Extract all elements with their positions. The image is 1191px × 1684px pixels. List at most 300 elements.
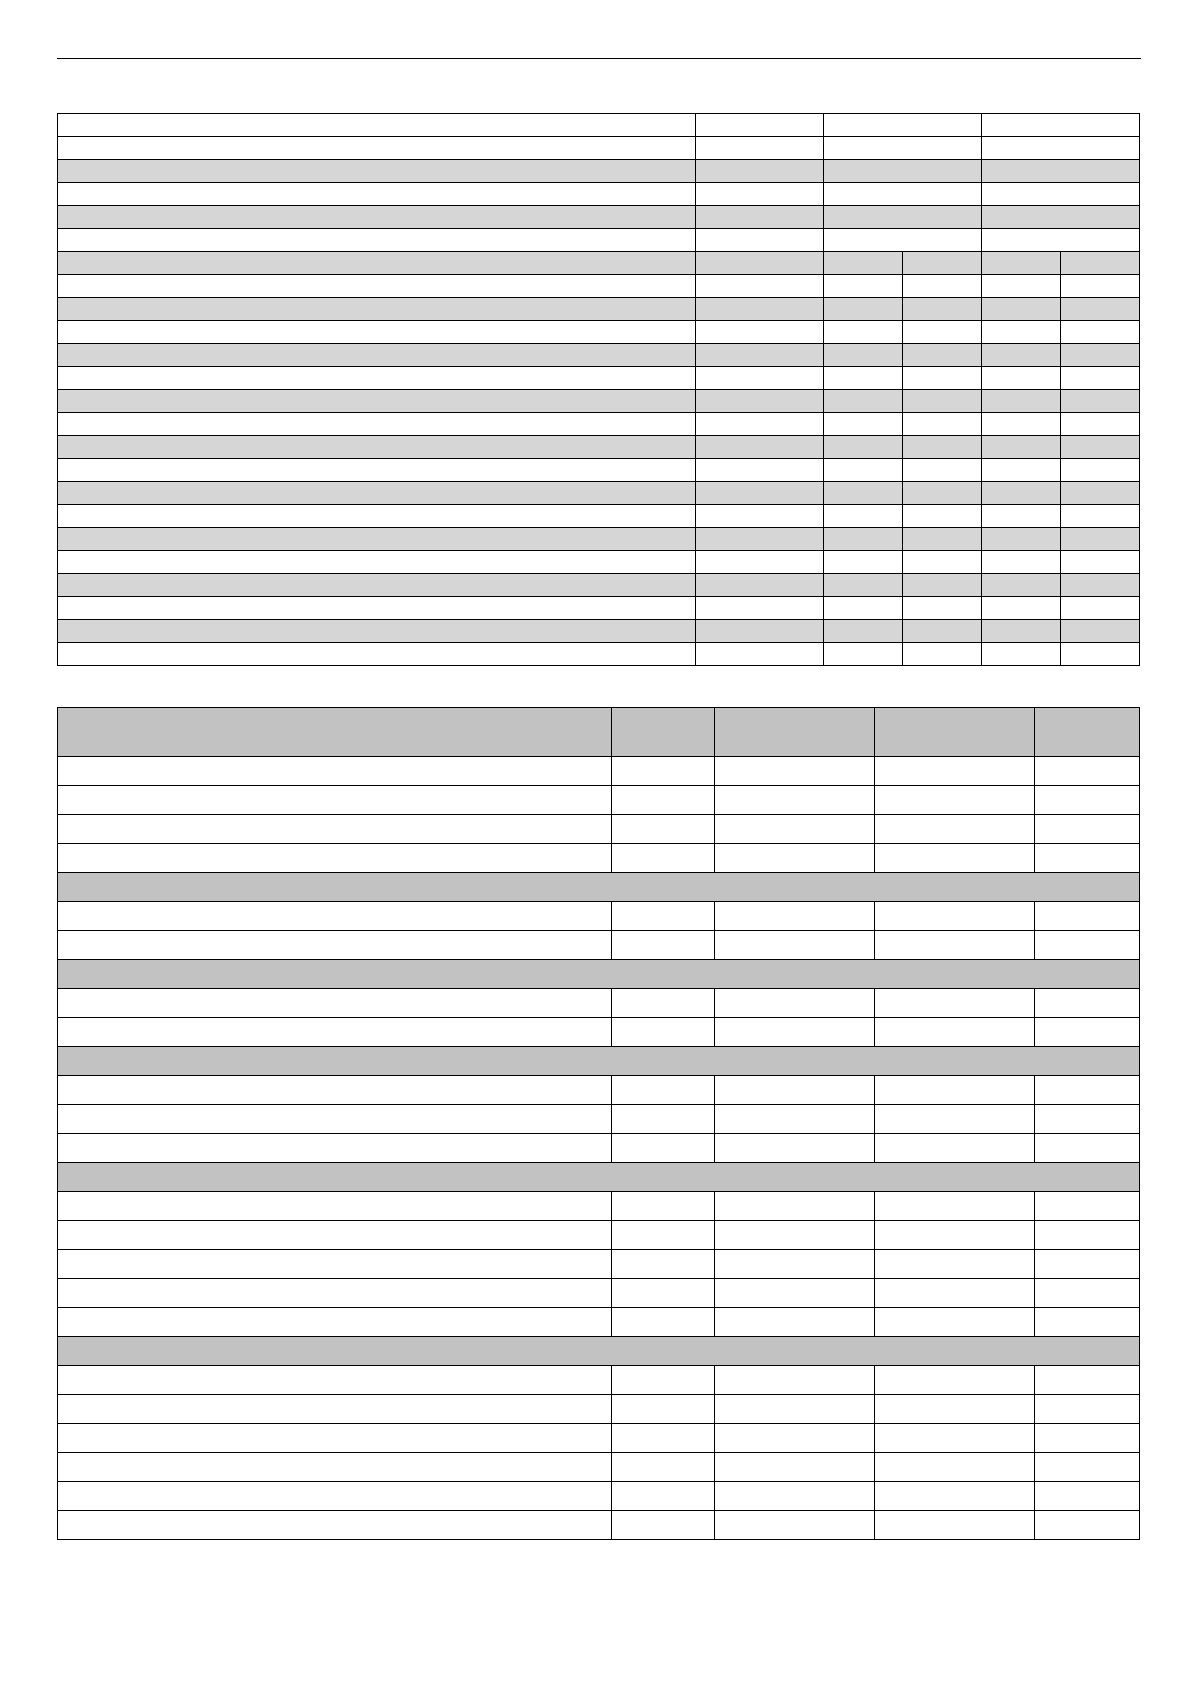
- table-cell: [1061, 390, 1140, 413]
- table-cell: [824, 229, 982, 252]
- table-cell: [982, 367, 1061, 390]
- table-cell: [824, 137, 982, 160]
- table-cell: [715, 1395, 875, 1424]
- table-cell: [58, 275, 696, 298]
- table-cell: [58, 1018, 612, 1047]
- table-cell: [903, 505, 982, 528]
- table-cell: [982, 252, 1061, 275]
- table-cell: [1061, 413, 1140, 436]
- table-cell: [715, 1482, 875, 1511]
- table-cell: [58, 757, 612, 786]
- table-cell: [696, 206, 824, 229]
- table-cell: [1035, 989, 1140, 1018]
- table-cell: [982, 275, 1061, 298]
- table-cell: [875, 931, 1035, 960]
- table-cell: [58, 321, 696, 344]
- table-cell: [696, 229, 824, 252]
- table-cell: [58, 137, 696, 160]
- table-row: [58, 574, 1140, 597]
- table-cell: [58, 390, 696, 413]
- table-cell: [1035, 1192, 1140, 1221]
- table-cell: [1035, 931, 1140, 960]
- table-cell: [696, 321, 824, 344]
- table-cell: [824, 459, 903, 482]
- table-cell: [58, 160, 696, 183]
- table-cell: [715, 1308, 875, 1337]
- table-cell: [1035, 786, 1140, 815]
- table-cell: [612, 757, 715, 786]
- table-cell: [58, 1395, 612, 1424]
- table-row: [58, 413, 1140, 436]
- table-cell: [696, 183, 824, 206]
- table-cell: [715, 1192, 875, 1221]
- table-cell: [1061, 597, 1140, 620]
- table-row: [58, 206, 1140, 229]
- table-cell: [824, 620, 903, 643]
- table-cell: [824, 574, 903, 597]
- table-cell: [1061, 252, 1140, 275]
- table-cell: [1035, 1395, 1140, 1424]
- table-cell: [696, 597, 824, 620]
- table-cell: [875, 1076, 1035, 1105]
- table-row: [58, 137, 1140, 160]
- table-cell: [696, 574, 824, 597]
- table-cell: [58, 931, 612, 960]
- table-cell: [875, 902, 1035, 931]
- table-cell: [696, 114, 824, 137]
- table-cell: [612, 786, 715, 815]
- table-cell: [982, 298, 1061, 321]
- table-cell: [875, 844, 1035, 873]
- table-row: [58, 620, 1140, 643]
- table-cell: [824, 367, 903, 390]
- table-cell: [612, 1221, 715, 1250]
- table-cell: [903, 390, 982, 413]
- table-row: [58, 1250, 1140, 1279]
- table-cell: [715, 815, 875, 844]
- table-cell: [612, 1482, 715, 1511]
- table-row: [58, 597, 1140, 620]
- table-cell: [58, 1250, 612, 1279]
- table-cell: [824, 206, 982, 229]
- table-cell: [903, 413, 982, 436]
- column-header: [875, 708, 1035, 757]
- table-2-body: [58, 708, 1140, 1540]
- table-row: [58, 275, 1140, 298]
- table-cell: [58, 459, 696, 482]
- table-cell: [982, 597, 1061, 620]
- table-row: [58, 786, 1140, 815]
- table-cell: [612, 1395, 715, 1424]
- table-row: [58, 989, 1140, 1018]
- table-cell: [696, 252, 824, 275]
- table-cell: [612, 902, 715, 931]
- table-cell: [58, 643, 696, 666]
- table-cell: [715, 1105, 875, 1134]
- section-header-cell: [58, 1163, 1140, 1192]
- table-cell: [1035, 1221, 1140, 1250]
- table-cell: [982, 206, 1140, 229]
- column-header: [1035, 708, 1140, 757]
- table-cell: [1035, 1424, 1140, 1453]
- table-cell: [903, 643, 982, 666]
- table-cell: [58, 413, 696, 436]
- table-row: [58, 114, 1140, 137]
- table-cell: [824, 344, 903, 367]
- section-header-row: [58, 1047, 1140, 1076]
- table-cell: [612, 1453, 715, 1482]
- table-row: [58, 844, 1140, 873]
- table-row: [58, 298, 1140, 321]
- table-cell: [1035, 1482, 1140, 1511]
- table-cell: [696, 160, 824, 183]
- table-cell: [903, 574, 982, 597]
- table-cell: [903, 459, 982, 482]
- table-cell: [1061, 367, 1140, 390]
- table-cell: [612, 989, 715, 1018]
- table-row: [58, 482, 1140, 505]
- table-cell: [824, 643, 903, 666]
- table-cell: [58, 1076, 612, 1105]
- table-cell: [903, 528, 982, 551]
- table-cell: [824, 321, 903, 344]
- table-row: [58, 459, 1140, 482]
- table-row: [58, 160, 1140, 183]
- table-cell: [696, 459, 824, 482]
- table-cell: [903, 252, 982, 275]
- table-cell: [1061, 528, 1140, 551]
- table-cell: [824, 390, 903, 413]
- table-row: [58, 1453, 1140, 1482]
- table-cell: [696, 298, 824, 321]
- table-cell: [696, 390, 824, 413]
- table-cell: [1035, 1511, 1140, 1540]
- table-cell: [58, 344, 696, 367]
- table-cell: [58, 114, 696, 137]
- table-row: [58, 1308, 1140, 1337]
- table-cell: [982, 229, 1140, 252]
- section-header-row: [58, 873, 1140, 902]
- table-cell: [982, 574, 1061, 597]
- table-row: [58, 528, 1140, 551]
- table-cell: [875, 1221, 1035, 1250]
- table-cell: [612, 815, 715, 844]
- table-row: [58, 1192, 1140, 1221]
- table-cell: [903, 597, 982, 620]
- table-cell: [715, 757, 875, 786]
- table-cell: [612, 1076, 715, 1105]
- table-cell: [982, 390, 1061, 413]
- table-row: [58, 757, 1140, 786]
- table-cell: [58, 1366, 612, 1395]
- table-cell: [824, 436, 903, 459]
- table-cell: [1061, 298, 1140, 321]
- table-cell: [612, 931, 715, 960]
- table-cell: [58, 367, 696, 390]
- table-row: [58, 1105, 1140, 1134]
- table-cell: [1061, 436, 1140, 459]
- table-cell: [875, 1250, 1035, 1279]
- table-cell: [1061, 551, 1140, 574]
- table-cell: [696, 367, 824, 390]
- table-cell: [824, 275, 903, 298]
- table-cell: [696, 620, 824, 643]
- table-cell: [58, 1308, 612, 1337]
- table-cell: [982, 321, 1061, 344]
- table-cell: [715, 1134, 875, 1163]
- table-cell: [982, 436, 1061, 459]
- table-cell: [982, 183, 1140, 206]
- table-cell: [58, 298, 696, 321]
- table-cell: [875, 1105, 1035, 1134]
- table-1-body: [58, 114, 1140, 666]
- table-row: [58, 321, 1140, 344]
- table-cell: [982, 114, 1140, 137]
- table-cell: [1061, 643, 1140, 666]
- table-cell: [715, 786, 875, 815]
- table-cell: [715, 1511, 875, 1540]
- section-header-cell: [58, 960, 1140, 989]
- table-row: [58, 367, 1140, 390]
- table-cell: [1035, 1105, 1140, 1134]
- table-cell: [824, 114, 982, 137]
- table-cell: [1061, 574, 1140, 597]
- table-row: [58, 436, 1140, 459]
- table-cell: [1035, 1134, 1140, 1163]
- table-cell: [58, 815, 612, 844]
- table-cell: [58, 183, 696, 206]
- table-cell: [58, 482, 696, 505]
- table-cell: [1035, 1366, 1140, 1395]
- table-cell: [1035, 1308, 1140, 1337]
- table-cell: [58, 528, 696, 551]
- table-cell: [824, 597, 903, 620]
- table-cell: [612, 1192, 715, 1221]
- table-cell: [58, 844, 612, 873]
- table-cell: [982, 413, 1061, 436]
- table-cell: [58, 1221, 612, 1250]
- table-cell: [58, 786, 612, 815]
- table-cell: [1035, 815, 1140, 844]
- table-cell: [715, 1250, 875, 1279]
- table-cell: [875, 1424, 1035, 1453]
- table-cell: [875, 1366, 1035, 1395]
- table-cell: [824, 298, 903, 321]
- table-cell: [824, 252, 903, 275]
- table-cell: [875, 757, 1035, 786]
- table-cell: [982, 459, 1061, 482]
- table-cell: [715, 1424, 875, 1453]
- table-row: [58, 505, 1140, 528]
- column-header: [58, 708, 612, 757]
- table-cell: [1035, 757, 1140, 786]
- table-cell: [903, 551, 982, 574]
- table-cell: [715, 1366, 875, 1395]
- table-cell: [715, 1076, 875, 1105]
- table-cell: [875, 815, 1035, 844]
- table-cell: [1035, 1018, 1140, 1047]
- table-cell: [58, 229, 696, 252]
- table-cell: [875, 786, 1035, 815]
- table-cell: [1035, 1250, 1140, 1279]
- table-cell: [1035, 1279, 1140, 1308]
- table-cell: [715, 902, 875, 931]
- table-cell: [982, 528, 1061, 551]
- table-cell: [696, 137, 824, 160]
- section-header-cell: [58, 1337, 1140, 1366]
- table-cell: [696, 344, 824, 367]
- section-header-cell: [58, 873, 1140, 902]
- table-cell: [824, 160, 982, 183]
- table-cell: [696, 551, 824, 574]
- table-cell: [982, 482, 1061, 505]
- table-cell: [824, 183, 982, 206]
- table-cell: [875, 1192, 1035, 1221]
- table-cell: [824, 413, 903, 436]
- table-row: [58, 1482, 1140, 1511]
- table-cell: [715, 1221, 875, 1250]
- table-cell: [58, 1453, 612, 1482]
- section-header-row: [58, 1337, 1140, 1366]
- table-cell: [58, 574, 696, 597]
- table-cell: [875, 1279, 1035, 1308]
- table-cell: [824, 528, 903, 551]
- table-cell: [875, 1395, 1035, 1424]
- table-row: [58, 344, 1140, 367]
- table-cell: [612, 1511, 715, 1540]
- table-cell: [612, 1308, 715, 1337]
- table-cell: [58, 620, 696, 643]
- table-cell: [824, 482, 903, 505]
- table-cell: [875, 1018, 1035, 1047]
- table-cell: [1035, 902, 1140, 931]
- table-cell: [903, 367, 982, 390]
- table-row: [58, 1366, 1140, 1395]
- table-cell: [982, 643, 1061, 666]
- table-row: [58, 902, 1140, 931]
- table-cell: [58, 436, 696, 459]
- table-cell: [875, 1453, 1035, 1482]
- table-cell: [58, 989, 612, 1018]
- table-cell: [982, 620, 1061, 643]
- table-cell: [1061, 275, 1140, 298]
- table-cell: [982, 505, 1061, 528]
- table-cell: [903, 482, 982, 505]
- table-1: [57, 113, 1140, 666]
- table-row: [58, 1221, 1140, 1250]
- table-cell: [715, 989, 875, 1018]
- table-cell: [58, 252, 696, 275]
- table-row: [58, 643, 1140, 666]
- table-cell: [982, 160, 1140, 183]
- table-cell: [1061, 459, 1140, 482]
- table-cell: [612, 1279, 715, 1308]
- table-cell: [903, 298, 982, 321]
- table-cell: [982, 137, 1140, 160]
- table-cell: [875, 1308, 1035, 1337]
- table-cell: [715, 1279, 875, 1308]
- section-header-cell: [58, 1047, 1140, 1076]
- table-cell: [612, 1250, 715, 1279]
- table-cell: [824, 505, 903, 528]
- table-2: [57, 707, 1140, 1540]
- table-cell: [875, 989, 1035, 1018]
- table-cell: [696, 436, 824, 459]
- table-cell: [903, 436, 982, 459]
- table-cell: [715, 844, 875, 873]
- table-cell: [1061, 620, 1140, 643]
- table-row: [58, 1076, 1140, 1105]
- section-header-row: [58, 1163, 1140, 1192]
- table-row: [58, 1134, 1140, 1163]
- table-cell: [982, 344, 1061, 367]
- section-header-row: [58, 960, 1140, 989]
- table-cell: [612, 1105, 715, 1134]
- table-cell: [696, 275, 824, 298]
- table-cell: [715, 931, 875, 960]
- table-cell: [58, 206, 696, 229]
- table-row: [58, 1395, 1140, 1424]
- table-cell: [58, 1424, 612, 1453]
- table-row: [58, 1018, 1140, 1047]
- table-cell: [715, 1453, 875, 1482]
- table-row: [58, 1279, 1140, 1308]
- table-cell: [612, 1424, 715, 1453]
- table-row: [58, 1511, 1140, 1540]
- table-row: [58, 931, 1140, 960]
- table-cell: [58, 902, 612, 931]
- header-rule: [57, 58, 1141, 59]
- column-header: [715, 708, 875, 757]
- table-cell: [875, 1482, 1035, 1511]
- table-row: [58, 183, 1140, 206]
- table-cell: [58, 1511, 612, 1540]
- table-cell: [982, 551, 1061, 574]
- table-cell: [875, 1511, 1035, 1540]
- table-cell: [612, 1018, 715, 1047]
- table-cell: [696, 528, 824, 551]
- table-cell: [696, 505, 824, 528]
- table-cell: [903, 620, 982, 643]
- table-cell: [875, 1134, 1035, 1163]
- table-cell: [903, 321, 982, 344]
- table-row: [58, 551, 1140, 574]
- table-cell: [696, 643, 824, 666]
- table-cell: [824, 551, 903, 574]
- table-row: [58, 1424, 1140, 1453]
- table-cell: [612, 844, 715, 873]
- table-cell: [58, 1482, 612, 1511]
- table-cell: [612, 1134, 715, 1163]
- table-cell: [1035, 844, 1140, 873]
- table-cell: [58, 1279, 612, 1308]
- table-cell: [58, 551, 696, 574]
- table-cell: [1035, 1453, 1140, 1482]
- table-cell: [1061, 482, 1140, 505]
- table-row: [58, 229, 1140, 252]
- table-row: [58, 815, 1140, 844]
- table-cell: [1061, 321, 1140, 344]
- table-cell: [903, 275, 982, 298]
- table-cell: [696, 482, 824, 505]
- column-header: [612, 708, 715, 757]
- table-cell: [612, 1366, 715, 1395]
- table-cell: [58, 597, 696, 620]
- table-row: [58, 390, 1140, 413]
- table-cell: [58, 1134, 612, 1163]
- table-cell: [58, 1105, 612, 1134]
- table-cell: [1061, 344, 1140, 367]
